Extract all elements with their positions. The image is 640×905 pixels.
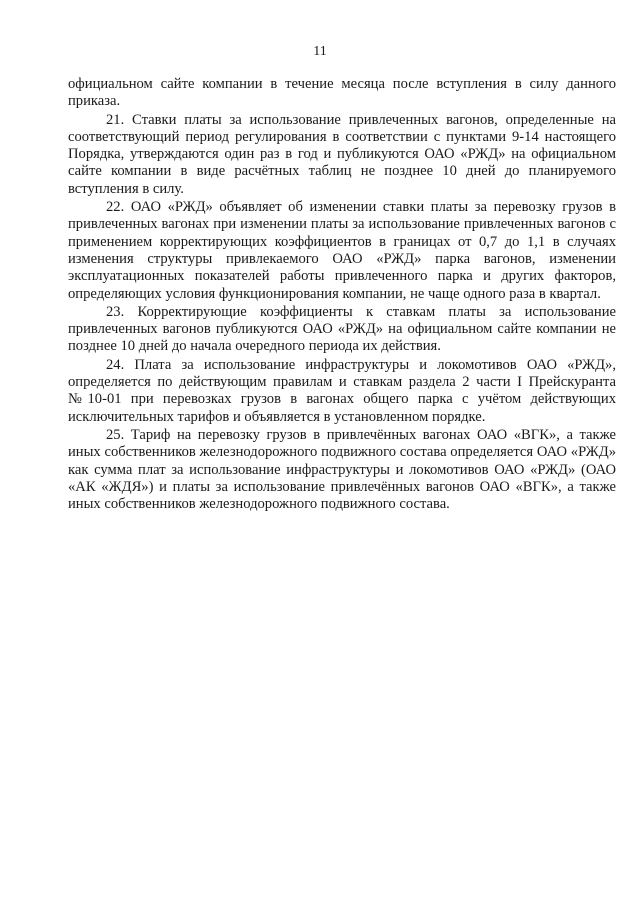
document-body [68, 76, 616, 514]
paragraph-25: 25. Тариф на перевозку грузов в привлечённых вагонах ОАО «ВГК», а также иных собственников железнодорожного подвижного состава определяется ОАО «РЖД» как сумма плат за использование инфраструктуры и локомотивов ОАО «РЖД» (ОАО «АК «ЖДЯ») и платы за использование привлечённых вагонов ОАО «ВГК», а также иных собственников железнодорожного подвижного состава. [68, 426, 616, 513]
page-number: 11 [313, 44, 327, 59]
paragraph-23: 23. Корректирующие коэффициенты к ставкам платы за использование привлеченных вагонов публикуются ОАО «РЖД» на официальном сайте компании не позднее 10 дней до начала очередного периода их действия. [68, 303, 616, 355]
paragraph-22: 22. ОАО «РЖД» объявляет об изменении ставки платы за перевозку грузов в привлеченных вагонах при изменении платы за использование привлеченных вагонов с применением корректирующих коэффициентов в границах от 0,7 до 1,1 в случаях изменения структуры привлекаемого ОАО «РЖД» парка вагонов, изменении эксплуатационных показателей работы привлеченного парка и других факторов, определяющих условия функционирования компании, не чаще одного раза в квартал. [68, 199, 616, 302]
paragraph-21: 21. Ставки платы за использование привлеченных вагонов, определенные на соответствующий период регулирования в соответствии с пунктами 9-14 настоящего Порядка, утверждаются один раз в год и публикуются ОАО «РЖД» на официальном сайте компании в виде расчётных таблиц не позднее 10 дней до планируемого вступления в силу. [68, 111, 616, 197]
paragraph-continuation: официальном сайте компании в течение месяца после вступления в силу данного приказа. [68, 76, 616, 110]
paragraph-24: 24. Плата за использование инфраструктуры и локомотивов ОАО «РЖД», определяется по действующим правилам и ставкам раздела 2 части I Прейскуранта №10-01 при перевозках грузов в вагонах общего парка с учётом действующих исключительных тарифов и объявляется в установленном порядке. [68, 356, 616, 425]
